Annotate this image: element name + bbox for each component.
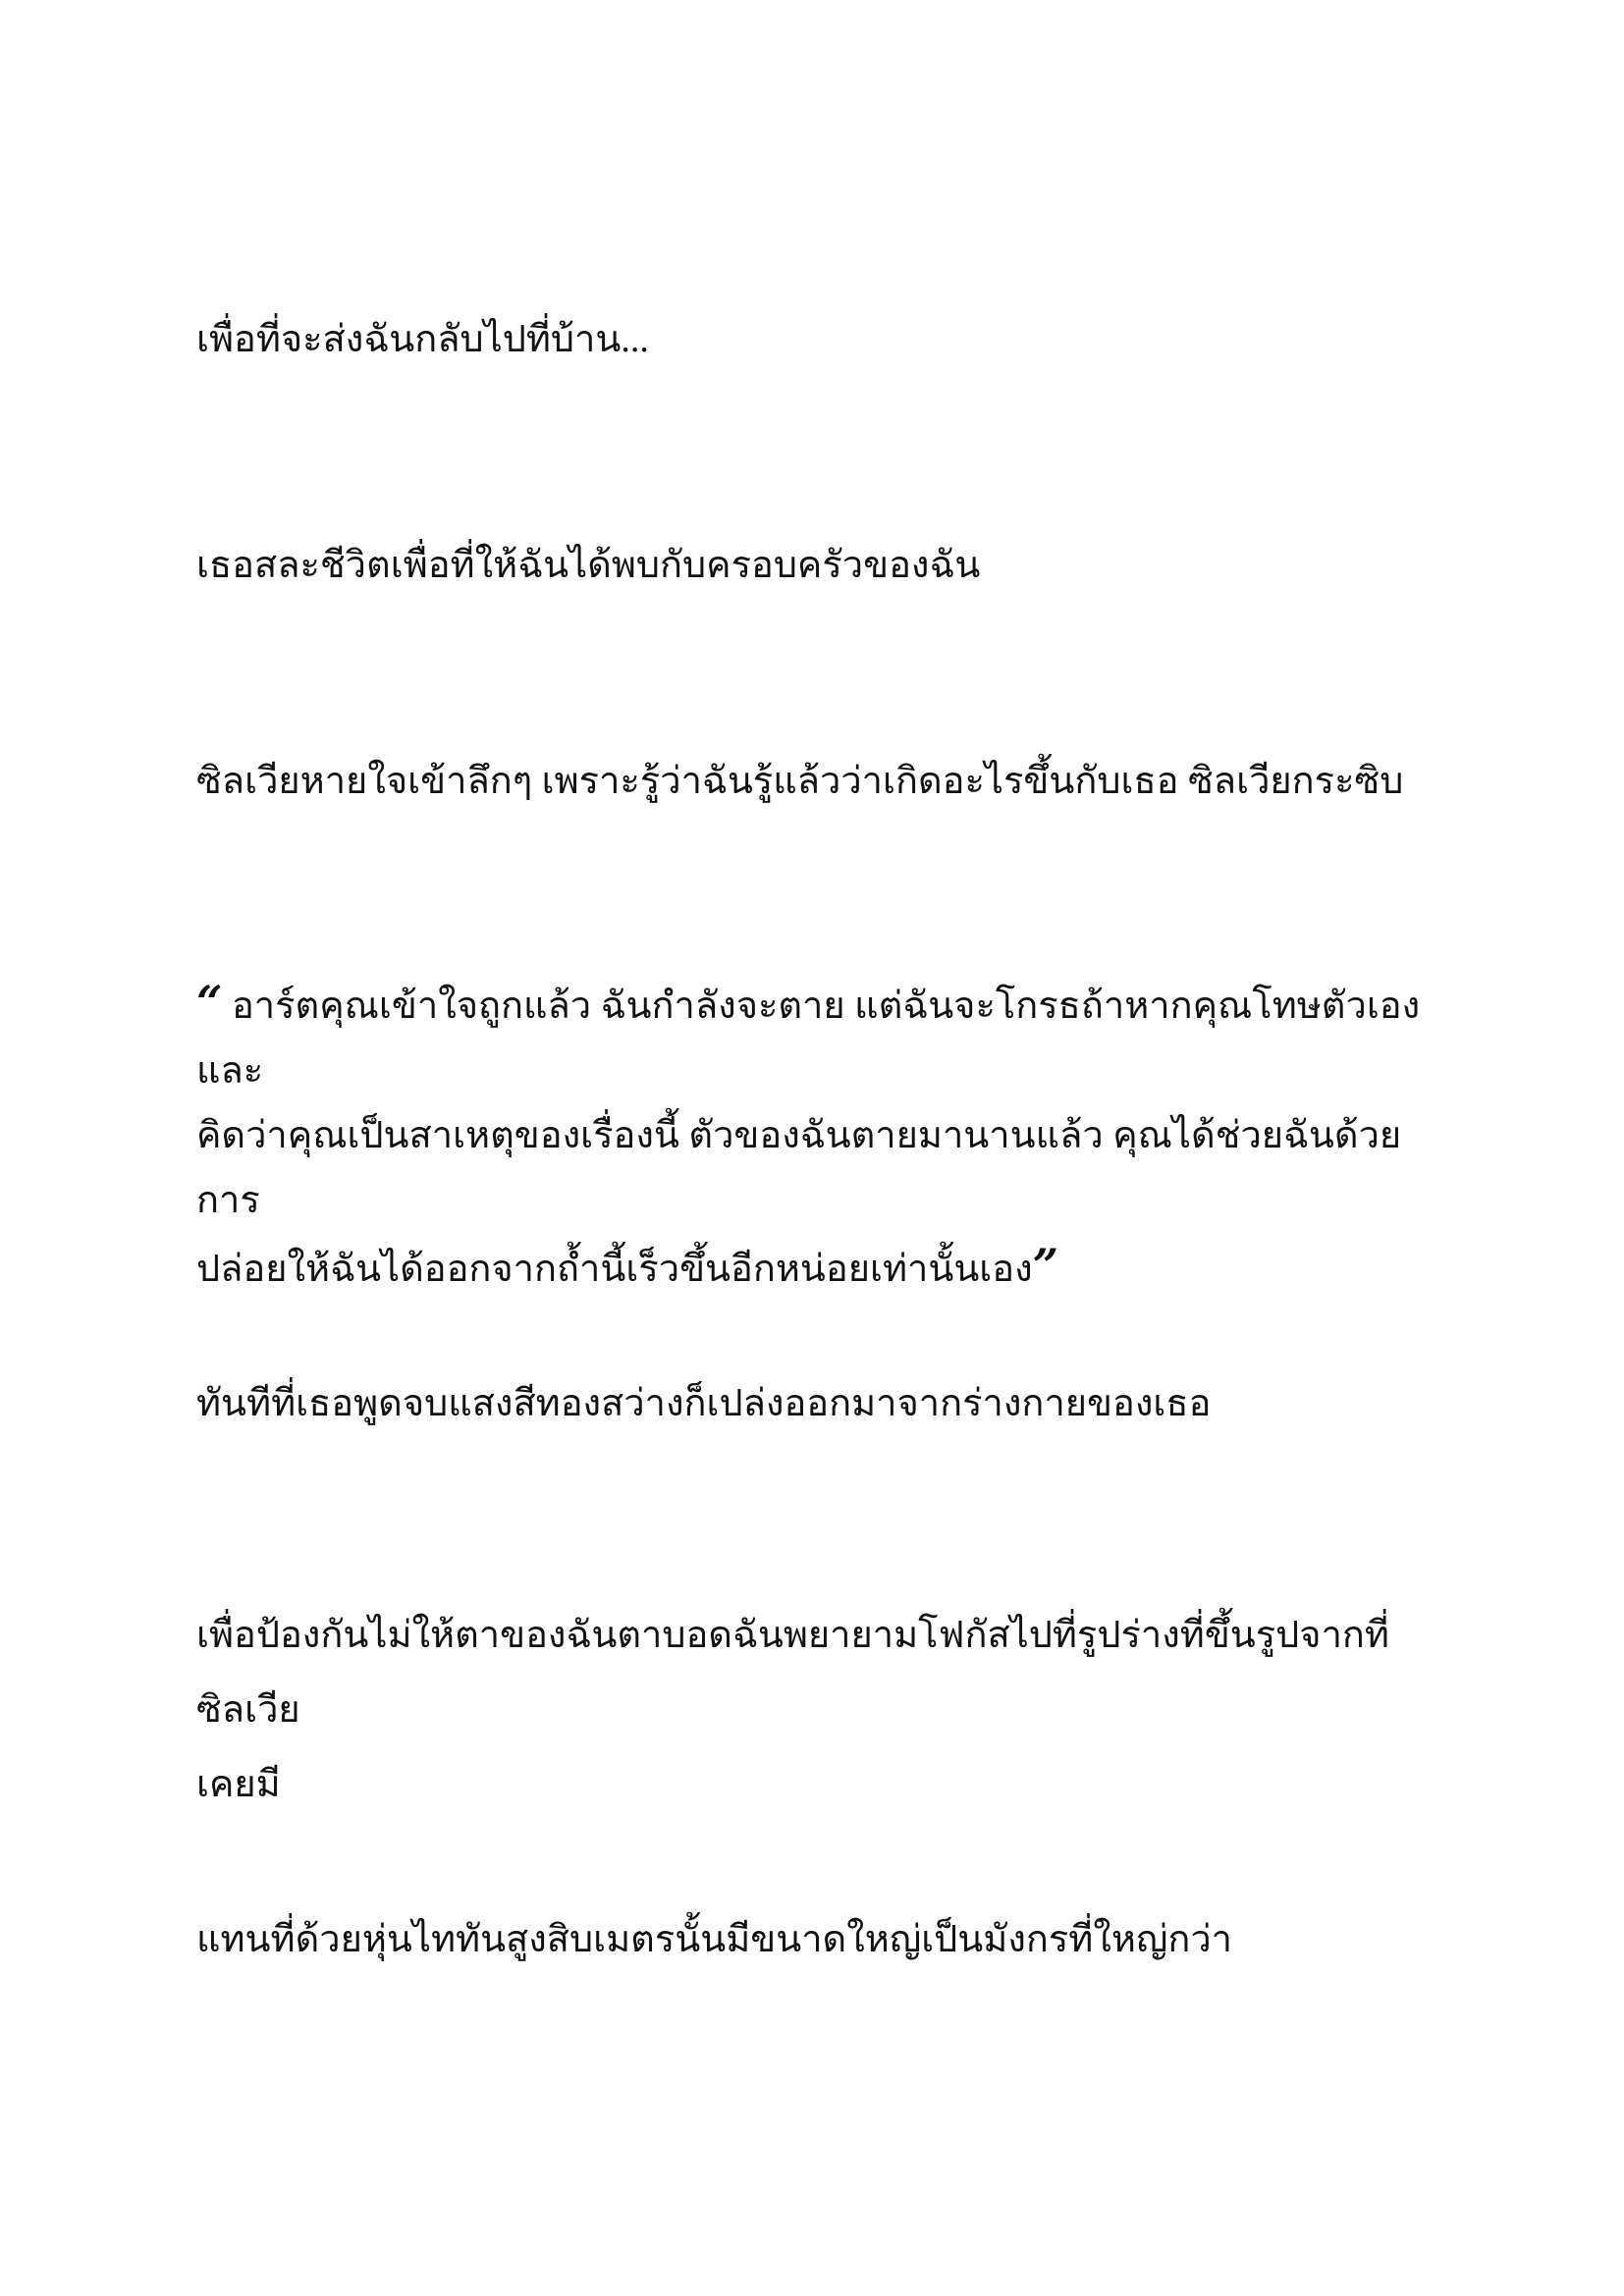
close-quote-mark: ” — [1032, 1239, 1059, 1292]
paragraph-7: แทนที่ด้วยหุ่นไททันสูงสิบเมตรนั้นมีขนาดใหญ่เป็นมังกรที่ใหญ่กว่า — [196, 1919, 1233, 1960]
quote-line-1: “ อาร์ตคุณเข้าใจถูกแล้ว ฉันกำลังจะตาย แต่ฉันจะโกรธถ้าหากคุณโทษตัวเองและ — [196, 976, 1421, 1092]
paragraph-4-quote — [196, 970, 1434, 1302]
paragraph-2: เธอสละชีวิตเพื่อที่ให้ฉันได้พบกับครอบครัวของฉัน — [196, 545, 981, 586]
paragraph-6-line-2: เคยมี — [196, 1764, 281, 1805]
paragraph-6 — [196, 1598, 1434, 1822]
paragraph-6-line-1: เพื่อป้องกันไม่ให้ตาของฉันตาบอดฉันพยายามโฟกัสไปที่รูปร่างที่ขึ้นรูปจากที่ซิลเวีย — [196, 1615, 1389, 1731]
quote-line-2: คิดว่าคุณเป็นสาเหตุของเรื่องนี้ ตัวของฉันตายมานานแล้ว คุณได้ช่วยฉันด้วยการ — [196, 1115, 1402, 1221]
paragraph-3: ซิลเวียหายใจเข้าลึกๆ เพราะรู้ว่าฉันรู้แล้วว่าเกิดอะไรขึ้นกับเธอ ซิลเวียกระซิบ — [196, 761, 1404, 802]
quote-line-3: ปล่อยให้ฉันได้ออกจากถ้ำนี้เร็วขึ้นอีกหน่อยเท่านั้นเอง” — [196, 1239, 1059, 1292]
paragraph-1: เพื่อที่จะส่งฉันกลับไปที่บ้าน... — [196, 319, 649, 360]
paragraph-5: ทันทีที่เธอพูดจบแสงสีทองสว่างก็เปล่งออกมาจากร่างกายของเธอ — [196, 1383, 1212, 1424]
open-quote-mark: “ — [196, 976, 223, 1029]
